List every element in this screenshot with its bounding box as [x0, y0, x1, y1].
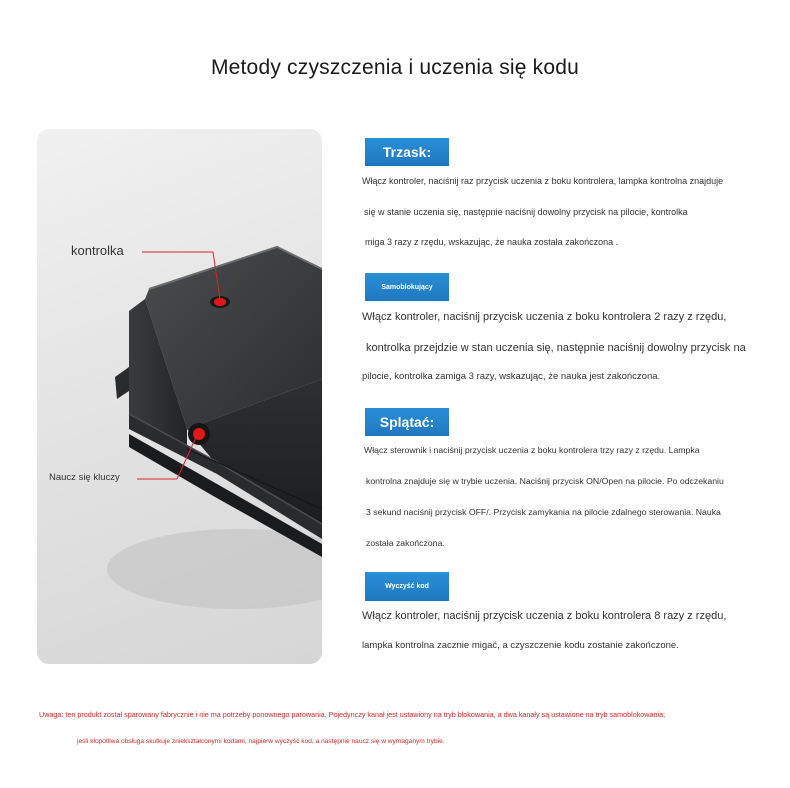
controller-box-illustration: [37, 129, 322, 664]
section-badge-entangle: Splątać:: [365, 408, 449, 436]
text-line: Włącz kontroler, naciśnij przycisk uczenia z boku kontrolera 8 razy z rzędu,: [362, 610, 727, 622]
text-line: miga 3 razy z rzędu, wskazując, że nauka została zakończona .: [365, 237, 619, 247]
note-line-2: jeśli kłopotliwa obsługa skutkuje zniekształconymi kodami, najpierw wyczyść kod, a następnie naucz się w wymaganym trybie.: [77, 738, 445, 745]
section-badge-clear-code: Wyczyść kod: [365, 572, 449, 601]
text-line: 3 sekund naciśnij przycisk OFF/. Przycisk zamykania na pilocie zdalnego sterowania. Nauka: [366, 507, 721, 517]
text-line: się w stanie uczenia się, następnie naciśnij dowolny przycisk na pilocie, kontrolka: [364, 207, 688, 217]
learn-key-label: Naucz się kluczy: [49, 472, 120, 483]
text-line: pilocie, kontrolka zamiga 3 razy, wskazując, że nauka jest zakończona.: [362, 371, 661, 382]
section-badge-snap: Trzask:: [365, 138, 449, 166]
indicator-label: kontrolka: [71, 243, 124, 258]
text-line: kontrolna znajduje się w trybie uczenia. Naciśnij przycisk ON/Open na pilocie. Po odczekaniu: [366, 476, 724, 486]
product-photo: [37, 129, 322, 664]
learn-button-icon: [193, 428, 205, 440]
text-line: Włącz kontroler, naciśnij przycisk uczenia z boku kontrolera 2 razy z rzędu,: [362, 311, 727, 323]
text-line: została zakończona.: [366, 538, 445, 548]
text-line: Włącz kontroler, naciśnij raz przycisk uczenia z boku kontrolera, lampka kontrolna znajduje: [362, 176, 724, 186]
note-line-1: Uwaga: ten produkt został sparowany fabrycznie i nie ma potrzeby ponownego parowania. Pojedynczy kanał jest ustawiony na tryb blokowania, a dwa kanały są ustawione na tryb samoblokowania;: [39, 710, 666, 719]
section-badge-selflock: Samoblokujący: [365, 273, 449, 301]
page-title: Metody czyszczenia i uczenia się kodu: [210, 56, 580, 79]
indicator-light-icon: [214, 298, 226, 306]
text-line: kontrolka przejdzie w stan uczenia się, następnie naciśnij dowolny przycisk na: [366, 342, 746, 354]
text-line: Włącz sterownik i naciśnij przycisk uczenia z boku kontrolera trzy razy z rzędu. Lampka: [364, 445, 700, 455]
text-line: lampka kontrolna zacznie migać, a czyszczenie kodu zostanie zakończone.: [362, 640, 679, 651]
